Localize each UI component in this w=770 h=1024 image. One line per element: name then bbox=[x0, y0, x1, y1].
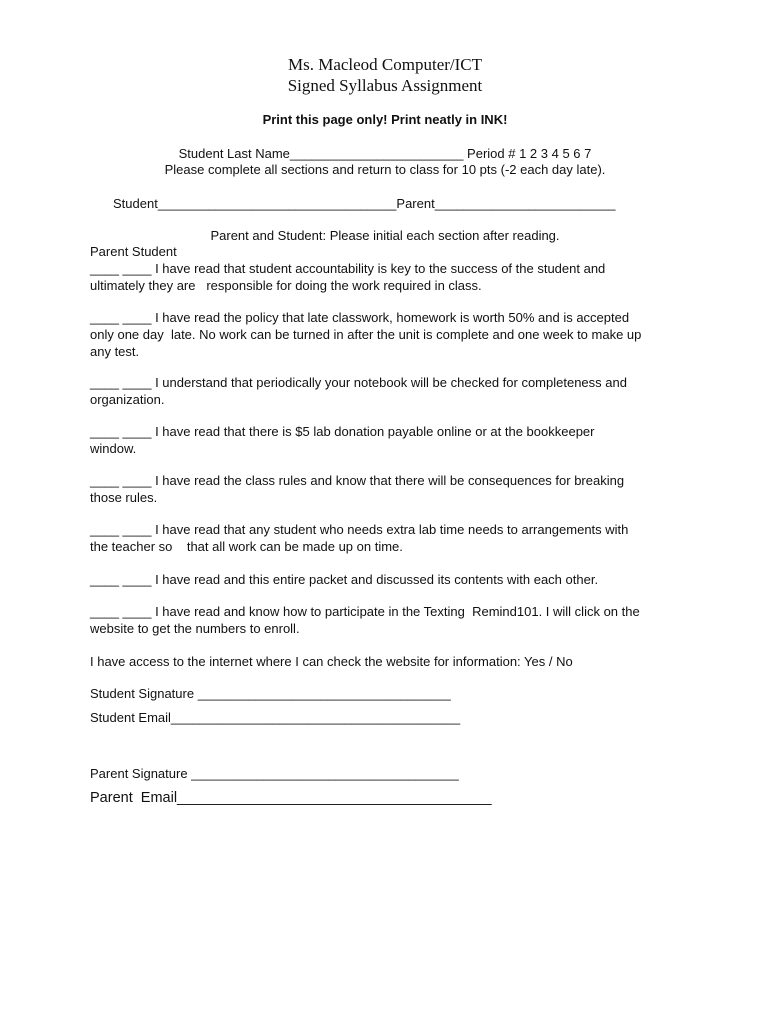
initial-item-late-policy: ____ ____ I have read the policy that late classwork, homework is worth 50% and is accepted only one day late. No work can be turned in after the unit is complete and one week to make up any test. bbox=[90, 310, 642, 359]
initial-item-extra-lab-time: ____ ____ I have read that any student who needs extra lab time needs to arrangements with the teacher so that all work can be made up on time. bbox=[90, 522, 629, 554]
initials-heading: Parent and Student: Please initial each section after reading. bbox=[210, 228, 560, 243]
initials-columns-label: Parent Student bbox=[90, 244, 177, 259]
student-parent-name-field: Student_________________________________Parent_________________________ bbox=[113, 196, 616, 211]
parent-email-field: Parent Email_______________________________________ bbox=[90, 790, 492, 806]
student-signature-field: Student Signature ___________________________________ bbox=[90, 686, 451, 701]
internet-access-question: I have access to the internet where I can check the website for information: Yes / No bbox=[90, 654, 573, 669]
print-instruction: Print this page only! Print neatly in INK! bbox=[262, 112, 508, 127]
student-last-name-period-field: Student Last Name________________________ Period # 1 2 3 4 5 6 7 bbox=[178, 146, 592, 161]
title-line-1: Ms. Macleod Computer/ICT bbox=[287, 55, 483, 74]
initial-item-packet-discussed: ____ ____ I have read and this entire packet and discussed its contents with each other. bbox=[90, 572, 599, 587]
initial-item-lab-donation: ____ ____ I have read that there is $5 lab donation payable online or at the bookkeeper window. bbox=[90, 424, 595, 456]
completion-note: Please complete all sections and return to class for 10 pts (-2 each day late). bbox=[164, 162, 606, 177]
document-title bbox=[0, 54, 770, 96]
initial-item-accountability: ____ ____ I have read that student accountability is key to the success of the student and ultimately they are responsible for doing the work required in class. bbox=[90, 261, 606, 293]
student-email-field: Student Email________________________________________ bbox=[90, 710, 461, 725]
parent-signature-field: Parent Signature _____________________________________ bbox=[90, 766, 459, 781]
initial-item-notebook: ____ ____ I understand that periodically your notebook will be checked for completeness and organization. bbox=[90, 375, 627, 407]
initial-item-class-rules: ____ ____ I have read the class rules and know that there will be consequences for breaking those rules. bbox=[90, 473, 625, 505]
title-line-2: Signed Syllabus Assignment bbox=[287, 76, 483, 95]
initial-item-remind101: ____ ____ I have read and know how to participate in the Texting Remind101. I will click on the website to get the numbers to enroll. bbox=[90, 604, 640, 636]
